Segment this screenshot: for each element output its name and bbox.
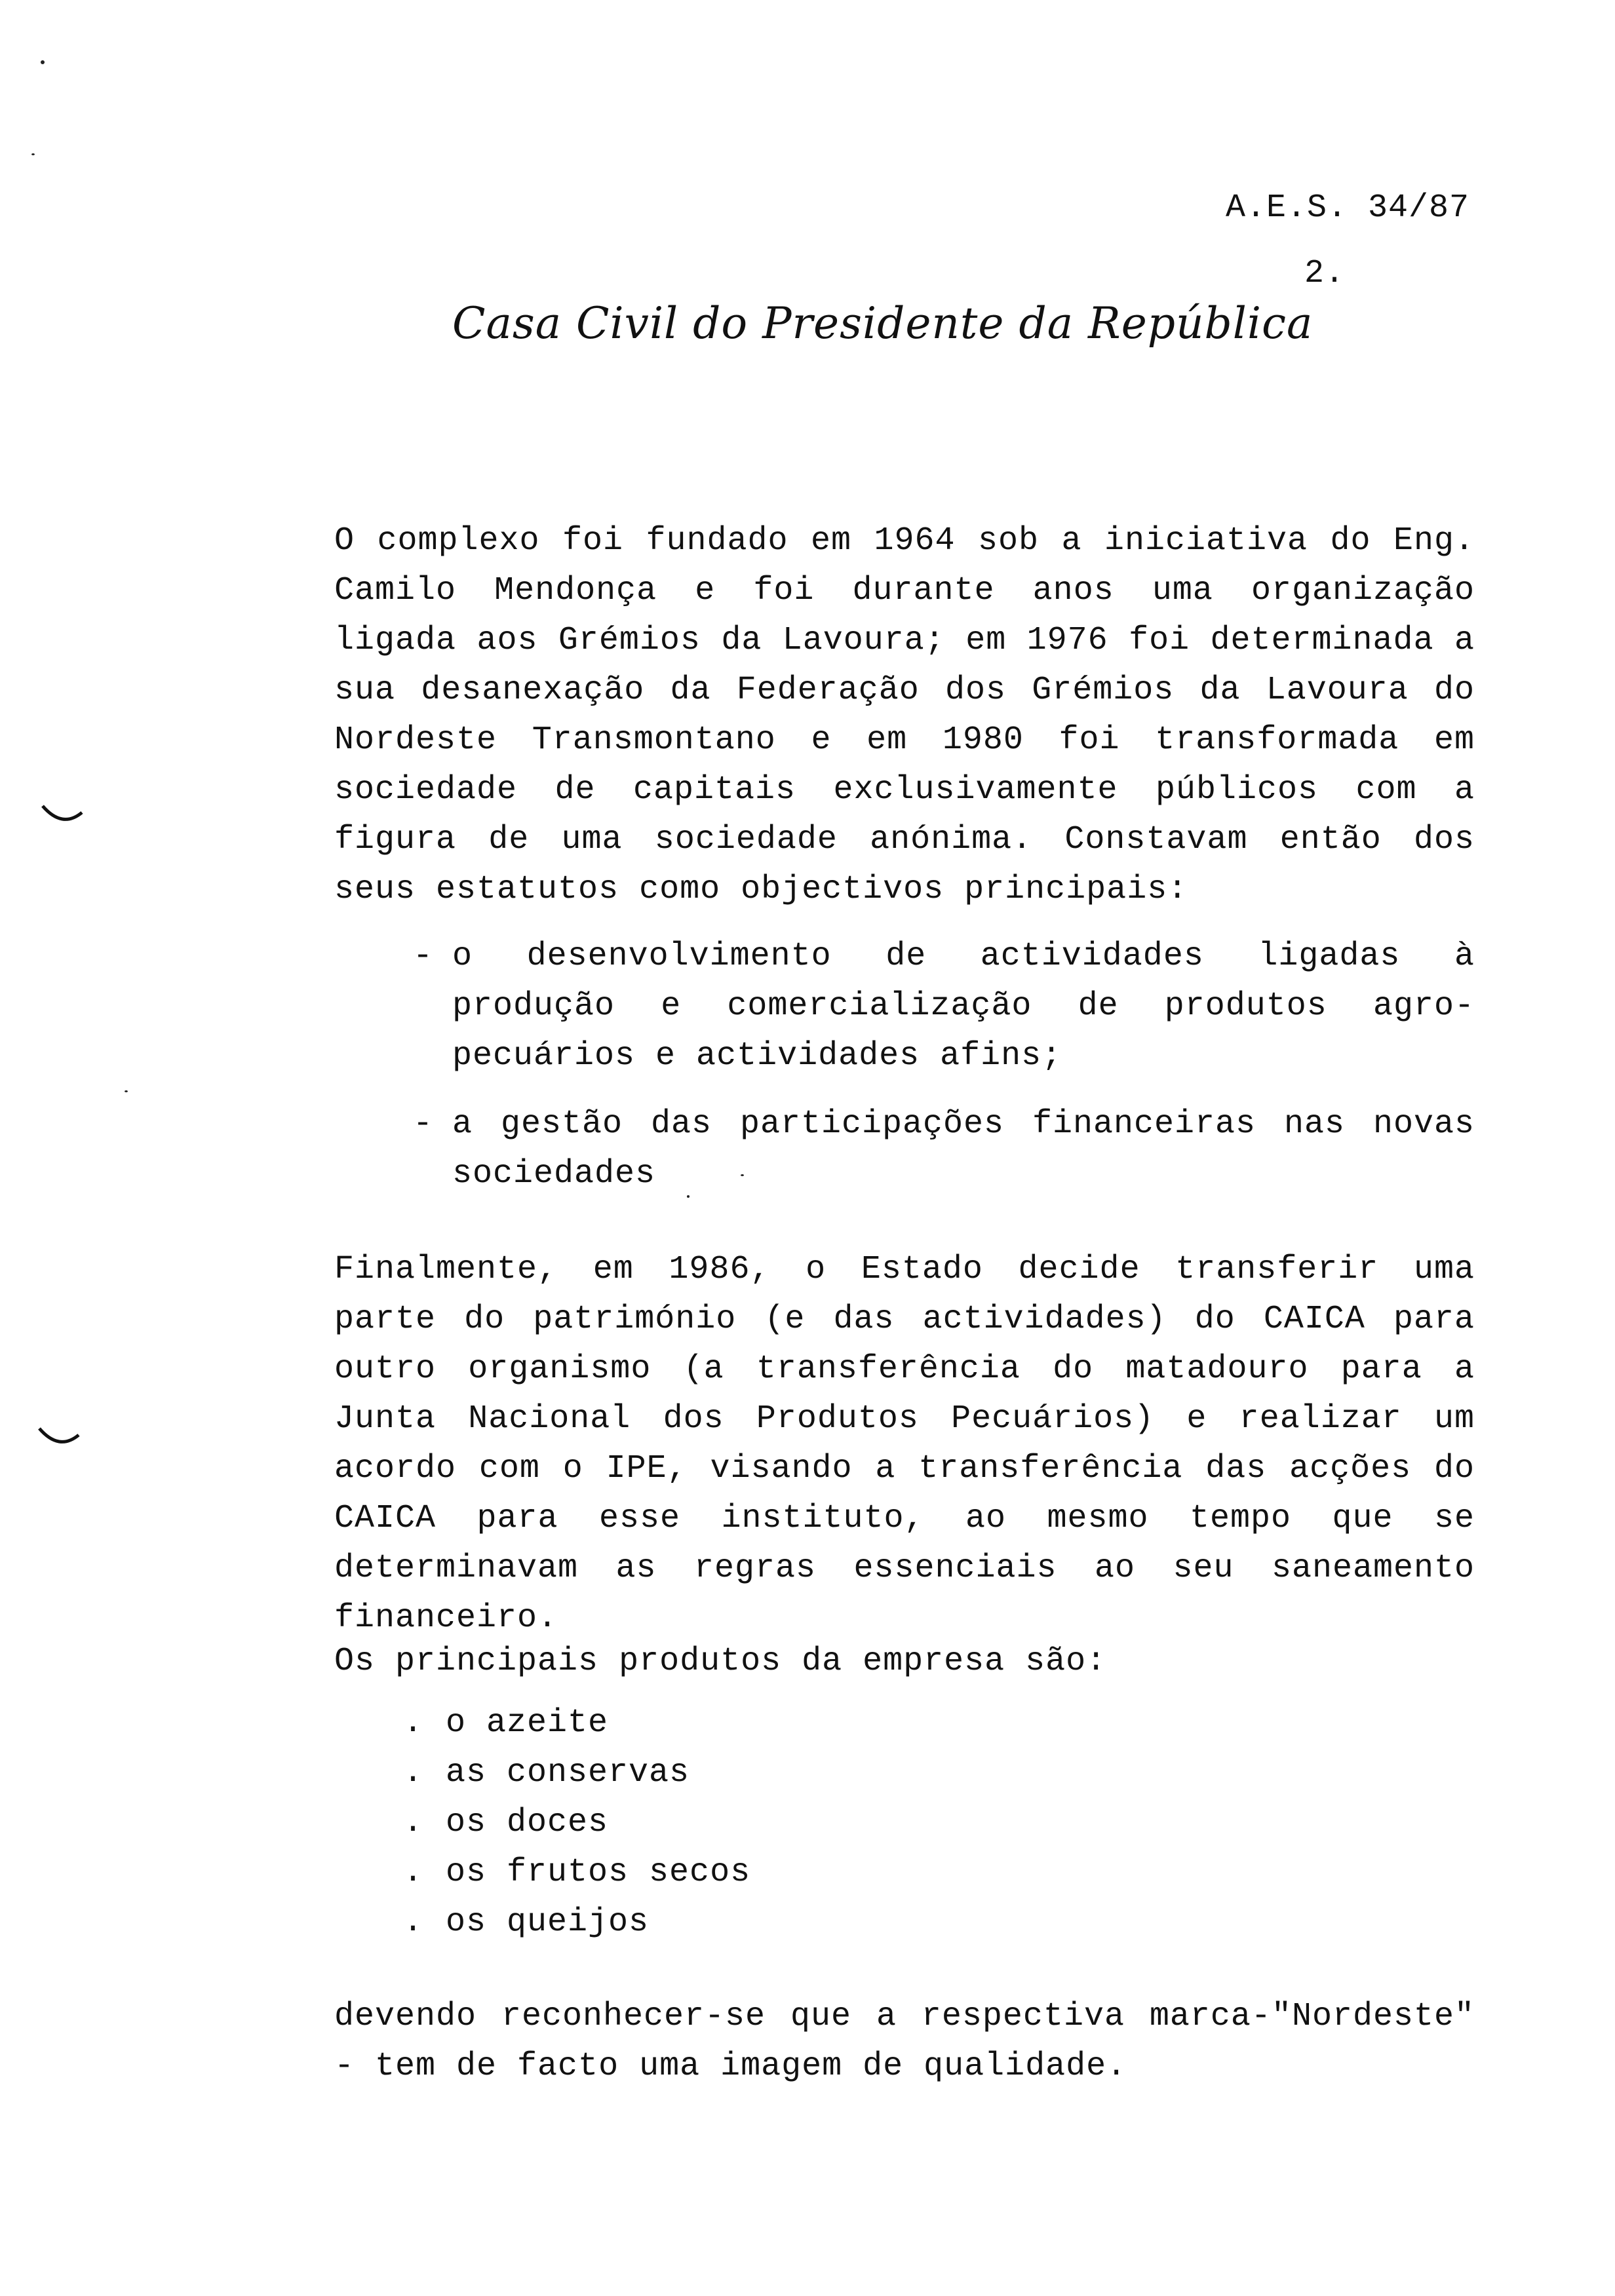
page-number: 2. [1304,255,1346,292]
list-item-text: os frutos secos [446,1854,751,1891]
document-reference: A.E.S. 34/87 [1226,189,1470,227]
dash-marker: - [413,938,434,975]
list-item-text: a gestão das participações financeiras nas novas sociedades [452,1105,1475,1193]
letterhead-title: Casa Civil do Presidente da República [452,298,1313,349]
list-item [413,1100,1475,1199]
list-item-text: as conservas [446,1754,690,1791]
list-item [403,1698,750,1748]
paragraph-products-intro: Os principais produtos da empresa são: [334,1643,1107,1680]
list-item-text: o desenvolvimento de actividades ligadas à produção e comercialização de produtos agro-pecuários e actividades afins; [452,938,1475,1075]
paragraph-brand: devendo reconhecer-se que a respectiva marca-"Nordeste" - tem de facto uma imagem de qualidade. [334,1998,1475,2085]
list-item-text: os queijos [446,1904,650,1941]
objectives-list [413,932,1475,1217]
dot-marker: . [403,1754,424,1791]
paragraph-history: O complexo foi fundado em 1964 sob a iniciativa do Eng. Camilo Mendonça e foi durante anos uma organização ligada aos Grémios da Lavoura; em 1976 foi determinada a sua desanexação da Federação dos Grémios da Lavoura do Nordeste Transmontano e em 1980 foi transformada em sociedade de capitais exclusivamente públicos com a figura de uma sociedade anónima. Constavam então dos seus estatutos como objectivos principais: [334,522,1475,908]
dot-marker: . [403,1804,424,1841]
dot-marker: . [403,1904,424,1941]
scan-speck [41,60,45,64]
paragraph-transfer: Finalmente, em 1986, o Estado decide transferir uma parte do património (e das actividades) do CAICA para outro organismo (a transferência do matadouro para a Junta Nacional dos Produtos Pecuários) e realizar um acordo com o IPE, visando a transferência das acções do CAICA para esse instituto, ao mesmo tempo que se determinavam as regras essenciais ao seu saneamento financeiro. [334,1251,1475,1637]
dash-marker: - [413,1105,434,1143]
list-item [403,1898,750,1947]
list-item [413,932,1475,1081]
scan-speck [125,1090,128,1092]
punch-hole-mark-icon [39,803,85,829]
punch-hole-mark-icon [36,1425,82,1451]
list-item-text: os doces [446,1804,609,1841]
list-item [403,1848,750,1898]
list-item [403,1798,750,1848]
products-list [403,1698,750,1947]
list-item [403,1748,750,1798]
scan-speck [31,153,35,155]
dot-marker: . [403,1854,424,1891]
dot-marker: . [403,1704,424,1742]
list-item-text: o azeite [446,1704,609,1742]
